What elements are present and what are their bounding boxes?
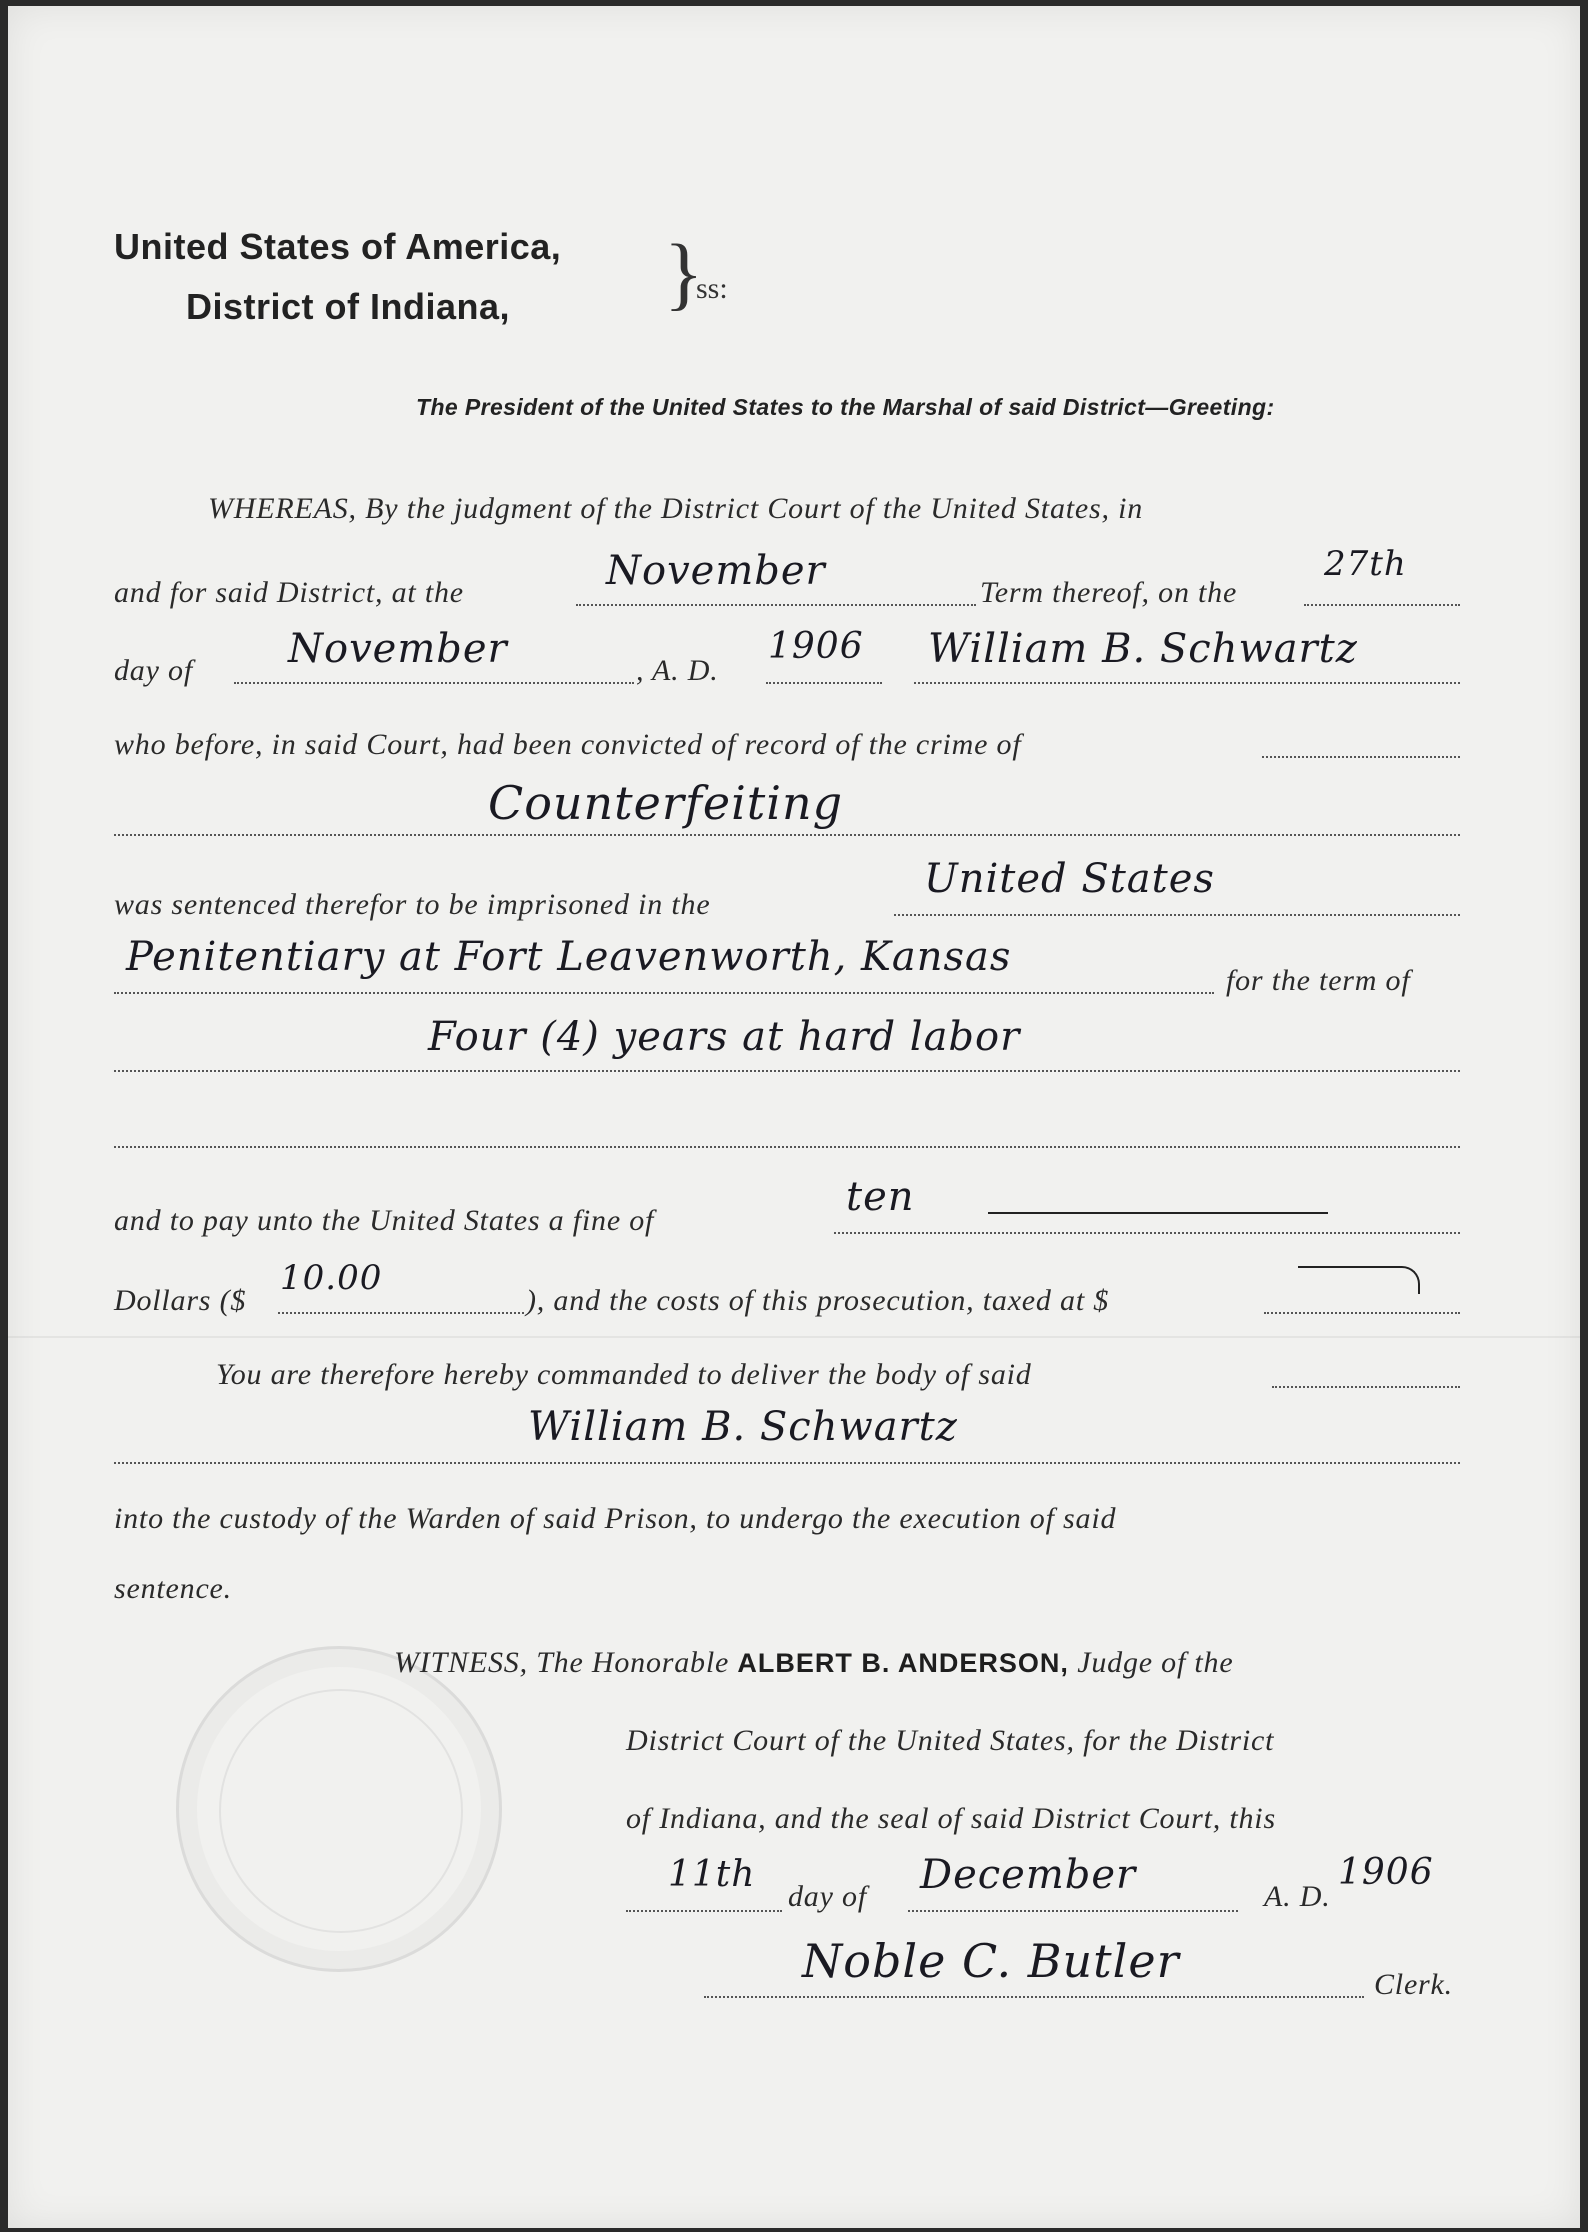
body-line-sentenced: was sentenced therefor to be imprisoned in the xyxy=(114,888,711,921)
hw-name-2: William B. Schwartz xyxy=(528,1404,958,1450)
hw-term: November xyxy=(606,548,826,594)
body-line-dollars: Dollars ($ xyxy=(114,1284,247,1317)
brace-symbol: } xyxy=(664,227,704,318)
header-line-2: District of Indiana, xyxy=(186,286,511,327)
body-line-term-2: Term thereof, on the xyxy=(980,576,1238,609)
clerk-signature: Noble C. Butler xyxy=(802,1934,1180,1988)
hw-name: William B. Schwartz xyxy=(928,626,1358,672)
body-line-dayof: day of xyxy=(114,654,193,687)
witness-label: WITNESS, The Honorable xyxy=(394,1646,730,1679)
judge-title: Judge of the xyxy=(1077,1646,1234,1679)
body-line-sentence: sentence. xyxy=(114,1572,232,1605)
clerk-label: Clerk. xyxy=(1374,1968,1453,2001)
hw-fine-words: ten xyxy=(846,1174,915,1220)
header-line-1: United States of America, xyxy=(114,226,562,267)
hw-place-1: United States xyxy=(924,856,1215,902)
hw-fine-amount: 10.00 xyxy=(280,1258,383,1298)
witness-line-1 xyxy=(394,1646,1233,1680)
ss-label: ss: xyxy=(696,272,728,305)
body-line-term: and for said District, at the xyxy=(114,576,464,609)
witness-line-2: District Court of the United States, for the District xyxy=(626,1724,1275,1757)
body-line-ad: , A. D. xyxy=(636,654,719,687)
judge-name: ALBERT B. ANDERSON, xyxy=(737,1648,1069,1678)
body-line-whereas: WHEREAS, By the judgment of the District Court of the United States, in xyxy=(208,492,1144,525)
witness-ad: A. D. xyxy=(1264,1880,1331,1913)
hw-year: 1906 xyxy=(768,626,864,667)
witness-line-3: of Indiana, and the seal of said District Court, this xyxy=(626,1802,1276,1835)
hw-witness-year: 1906 xyxy=(1338,1852,1434,1893)
hw-sentence: Four (4) years at hard labor xyxy=(428,1014,1021,1060)
hw-witness-month: December xyxy=(920,1852,1137,1898)
hw-costs-mark xyxy=(1298,1266,1420,1294)
hw-month: November xyxy=(288,626,508,672)
document-page xyxy=(8,6,1580,2228)
hw-fine-line xyxy=(988,1212,1328,1214)
fold-line xyxy=(8,1336,1580,1338)
hw-day: 27th xyxy=(1324,544,1407,584)
hw-place-2: Penitentiary at Fort Leavenworth, Kansas xyxy=(126,934,1012,980)
body-line-commanded: You are therefore hereby commanded to deliver the body of said xyxy=(216,1358,1032,1391)
witness-dayof: day of xyxy=(788,1880,867,1913)
court-seal xyxy=(176,1646,502,1972)
body-line-fine: and to pay unto the United States a fine of xyxy=(114,1204,655,1237)
body-line-convicted: who before, in said Court, had been convicted of record of the crime of xyxy=(114,728,1022,761)
hw-crime: Counterfeiting xyxy=(488,776,844,830)
greeting: The President of the United States to the Marshal of said District—Greeting: xyxy=(416,394,1275,420)
body-line-costs: ), and the costs of this prosecution, taxed at $ xyxy=(526,1284,1110,1317)
body-line-termof: for the term of xyxy=(1226,964,1411,997)
hw-witness-day: 11th xyxy=(668,1854,756,1895)
body-line-custody: into the custody of the Warden of said Prison, to undergo the execution of said xyxy=(114,1502,1117,1535)
